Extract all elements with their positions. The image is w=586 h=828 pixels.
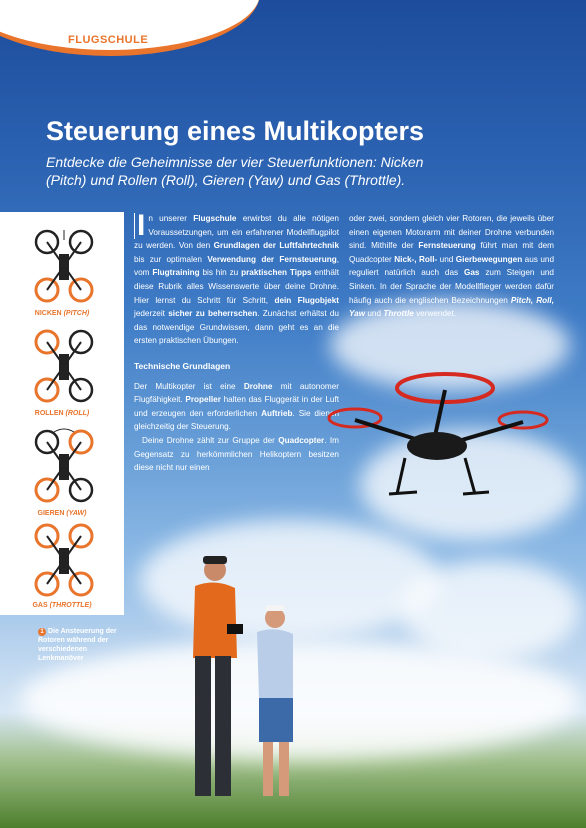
text-bold: Pitch, Roll, Yaw: [349, 295, 554, 319]
pilots-image: [165, 548, 345, 808]
section-heading: Technische Grundlagen: [134, 360, 231, 371]
maneuver-roll: [0, 324, 124, 424]
text-bold: Throttle: [383, 309, 414, 319]
maneuver-yaw: [0, 424, 124, 524]
text: zum Steigen und Sinken. In der Sprache der Modellflieger werden dafür häufig auch die englischen Bezeichnungen: [349, 268, 554, 305]
text: . Sie dienen gleichzeitig der Steuerung.: [134, 408, 340, 432]
text-bold: dein Flugobjekt: [274, 295, 339, 305]
text: halten das Fluggerät in der Luft und erzeugen den erforderlichen: [134, 395, 339, 418]
text-bold: Grundlagen der Luftfahrtechnik: [213, 241, 339, 251]
maneuver-sub: (THROTTLE): [49, 602, 92, 609]
paragraph: [134, 434, 339, 475]
intro-paragraph: [134, 209, 340, 348]
text: bis zur optimalen: [134, 254, 208, 264]
maneuver-pitch: [0, 224, 124, 324]
cloud: [400, 560, 580, 660]
text: n unserer: [148, 214, 194, 223]
paragraph: [349, 212, 554, 321]
maneuver-label: [0, 510, 124, 517]
maneuver-sidebar: [0, 212, 124, 615]
text-bold: praktischen Tipps: [241, 268, 312, 278]
quad-diagram-icon: [34, 428, 94, 506]
text-bold: Verwendung der Fernsteuerung: [207, 254, 337, 264]
maneuver-name: GAS: [32, 602, 48, 609]
maneuver-sub: (PITCH): [63, 310, 90, 317]
maneuver-sub: (YAW): [66, 510, 87, 517]
text: führt man mit dem Quadcopter: [349, 241, 554, 264]
section-tag: [0, 0, 260, 60]
quad-diagram-icon: [34, 228, 94, 306]
text: erwirbst du alle nötigen Voraussetzungen, um ein erfahrener Modellflugpilot zu werden. Von den: [134, 214, 339, 251]
text-bold: Auftrieb: [261, 408, 293, 418]
text: verwendet.: [413, 309, 457, 319]
text: und: [437, 254, 456, 264]
text-bold: Quadcopter: [278, 435, 325, 445]
text-bold: Fernsteuerung: [418, 241, 476, 251]
article-column-1: [134, 209, 340, 475]
maneuver-name: NICKEN: [34, 310, 62, 317]
text-bold: Gas: [463, 268, 480, 278]
paragraph: [134, 380, 339, 434]
figure-caption: [38, 627, 122, 663]
text: . Zunächst erhältst du das notwendige Grundwissen, dann geht es an die ersten praktischen Übungen.: [134, 309, 339, 346]
maneuver-name: GIEREN: [37, 510, 65, 517]
text: , vom: [134, 254, 339, 278]
text: . Im Gegensatz zu herkömmlichen Helikoptern besitzen diese nicht nur einen: [134, 435, 339, 473]
section-arc: [0, 0, 260, 56]
text: mit autonomer Flugfähigkeit.: [134, 381, 339, 405]
section-label: FLUGSCHULE: [68, 34, 149, 46]
text: und: [365, 309, 384, 319]
maneuver-label: [0, 410, 124, 417]
quad-diagram-icon: [34, 522, 94, 600]
quad-diagram-icon: [34, 328, 94, 406]
text-bold: Drohne: [243, 381, 273, 391]
drop-cap: I: [134, 213, 145, 239]
text: aus und reguliert natürlich auch das: [349, 254, 554, 278]
text: oder zwei, sondern gleich vier Rotoren, die jeweils über einen eigenen Motorarm mit deiner Drohne verbunden sind. Mithilfe der: [349, 214, 554, 251]
caption-number: 1: [38, 628, 46, 636]
text-bold: Gierbewegungen: [455, 254, 523, 264]
maneuver-name: ROLLEN: [34, 410, 64, 417]
maneuver-throttle: [0, 518, 124, 618]
article-column-2: [349, 212, 554, 321]
text: bis hin zu: [199, 268, 242, 278]
maneuver-label: [0, 310, 124, 317]
text-bold: Propeller: [185, 395, 221, 405]
text: Der Multikopter ist eine: [134, 381, 244, 391]
text: Deine Drohne zählt zur Gruppe der: [142, 435, 279, 445]
caption-text: Die Ansteuerung der Rotoren während der verschiedenen Lenkmanöver: [38, 628, 117, 662]
text: jederzeit: [134, 309, 169, 319]
text-bold: Nick-, Roll-: [394, 254, 438, 264]
text: enthält diese Rubrik alles Wissenswerte über deine Drohne. Hier lernst du Schritt für Schritt,: [134, 268, 340, 305]
page-title: Steuerung eines Multikopters: [46, 116, 425, 146]
text-bold: Flugschule: [193, 214, 237, 223]
maneuver-sub: (ROLL): [65, 410, 90, 417]
maneuver-label: [0, 602, 124, 609]
drone-image: [325, 368, 555, 508]
text-bold: Flugtraining: [152, 268, 200, 278]
page-subtitle: Entdecke die Geheimnisse der vier Steuerfunktionen: Nicken (Pitch) und Rollen (Roll), Gieren (Yaw) und Gas (Throttle).: [46, 154, 424, 188]
text-bold: sicher zu beherrschen: [168, 309, 258, 319]
